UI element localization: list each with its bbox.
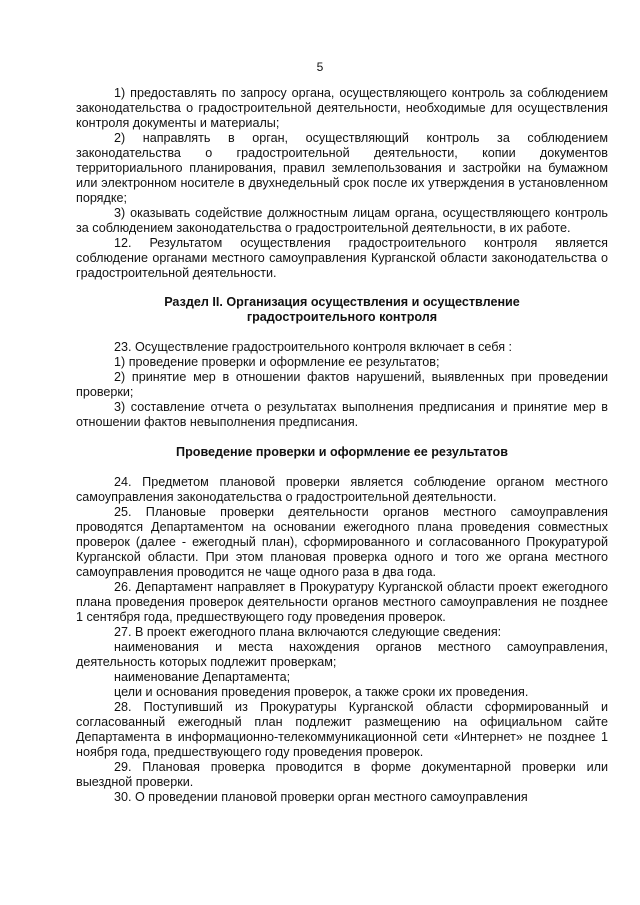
paragraph: 27. В проект ежегодного плана включаются следующие сведения: (114, 625, 502, 639)
paragraph: 2) направлять в орган, осуществляющий контроль за соблюдением законодательства о градостроительной деятельности, копии документов территориального планирования, правил землепользования и застройки на бумажном или электронном носителе в двухнедельный срок после их утверждения в установленном порядке; (76, 131, 608, 205)
paragraph: 24. Предметом плановой проверки является соблюдение органом местного самоуправления законодательства о градостроительной деятельности. (76, 475, 608, 504)
paragraph: 12. Результатом осуществления градостроительного контроля является соблюдение органами местного самоуправления Курганской области законодательства о градостроительной деятельности. (76, 236, 608, 280)
document-body (76, 86, 608, 805)
paragraph: 23. Осуществление градостроительного контроля включает в себя : (114, 340, 513, 354)
paragraph: 3) составление отчета о результатах выполнения предписания и принятие мер в отношении фактов невыполнения предписания. (76, 400, 608, 429)
paragraph: 29. Плановая проверка проводится в форме документарной проверки или выездной проверки. (76, 760, 608, 789)
paragraph: 30. О проведении плановой проверки орган местного самоуправления (114, 790, 528, 804)
paragraph: 25. Плановые проверки деятельности органов местного самоуправления проводятся Департаментом на основании ежегодного плана проведения совместных проверок (далее - ежегодный план), сформированного и согласованного Прокуратурой Курганской области. При этом плановая проверка одного и того же органа местного самоуправления проводится не чаще одного раза в два года. (76, 505, 608, 579)
paragraph: наименования и места нахождения органов местного самоуправления, деятельность которых подлежит проверкам; (76, 640, 608, 669)
paragraph: 3) оказывать содействие должностным лицам органа, осуществляющего контроль за соблюдением законодательства о градостроительной деятельности, в их работе. (76, 206, 608, 235)
paragraph: 2) принятие мер в отношении фактов нарушений, выявленных при проведении проверки; (76, 370, 608, 399)
paragraph: наименование Департамента; (114, 670, 291, 684)
paragraph: 26. Департамент направляет в Прокуратуру Курганской области проект ежегодного плана проведения проверок деятельности органов местного самоуправления не позднее 1 сентября года, предшествующего году проведения проверок. (76, 580, 608, 624)
page-number: 5 (316, 60, 324, 74)
paragraph: цели и основания проведения проверок, а также сроки их проведения. (114, 685, 529, 699)
subsection-title: Проведение проверки и оформление ее результатов (176, 445, 508, 459)
paragraph: 1) проведение проверки и оформление ее результатов; (114, 355, 440, 369)
section-title: Раздел II. Организация осуществления и осуществление градостроительного контроля (164, 295, 520, 324)
paragraph: 28. Поступивший из Прокуратуры Курганской области сформированный и согласованный ежегодный план подлежит размещению на официальном сайте Департамента в информационно-телекоммуникационной сети «Интернет» не позднее 1 ноября года, предшествующего году проведения проверок. (76, 700, 608, 759)
paragraph: 1) предоставлять по запросу органа, осуществляющего контроль за соблюдением законодательства о градостроительной деятельности, необходимые для осуществления контроля документы и материалы; (76, 86, 608, 130)
